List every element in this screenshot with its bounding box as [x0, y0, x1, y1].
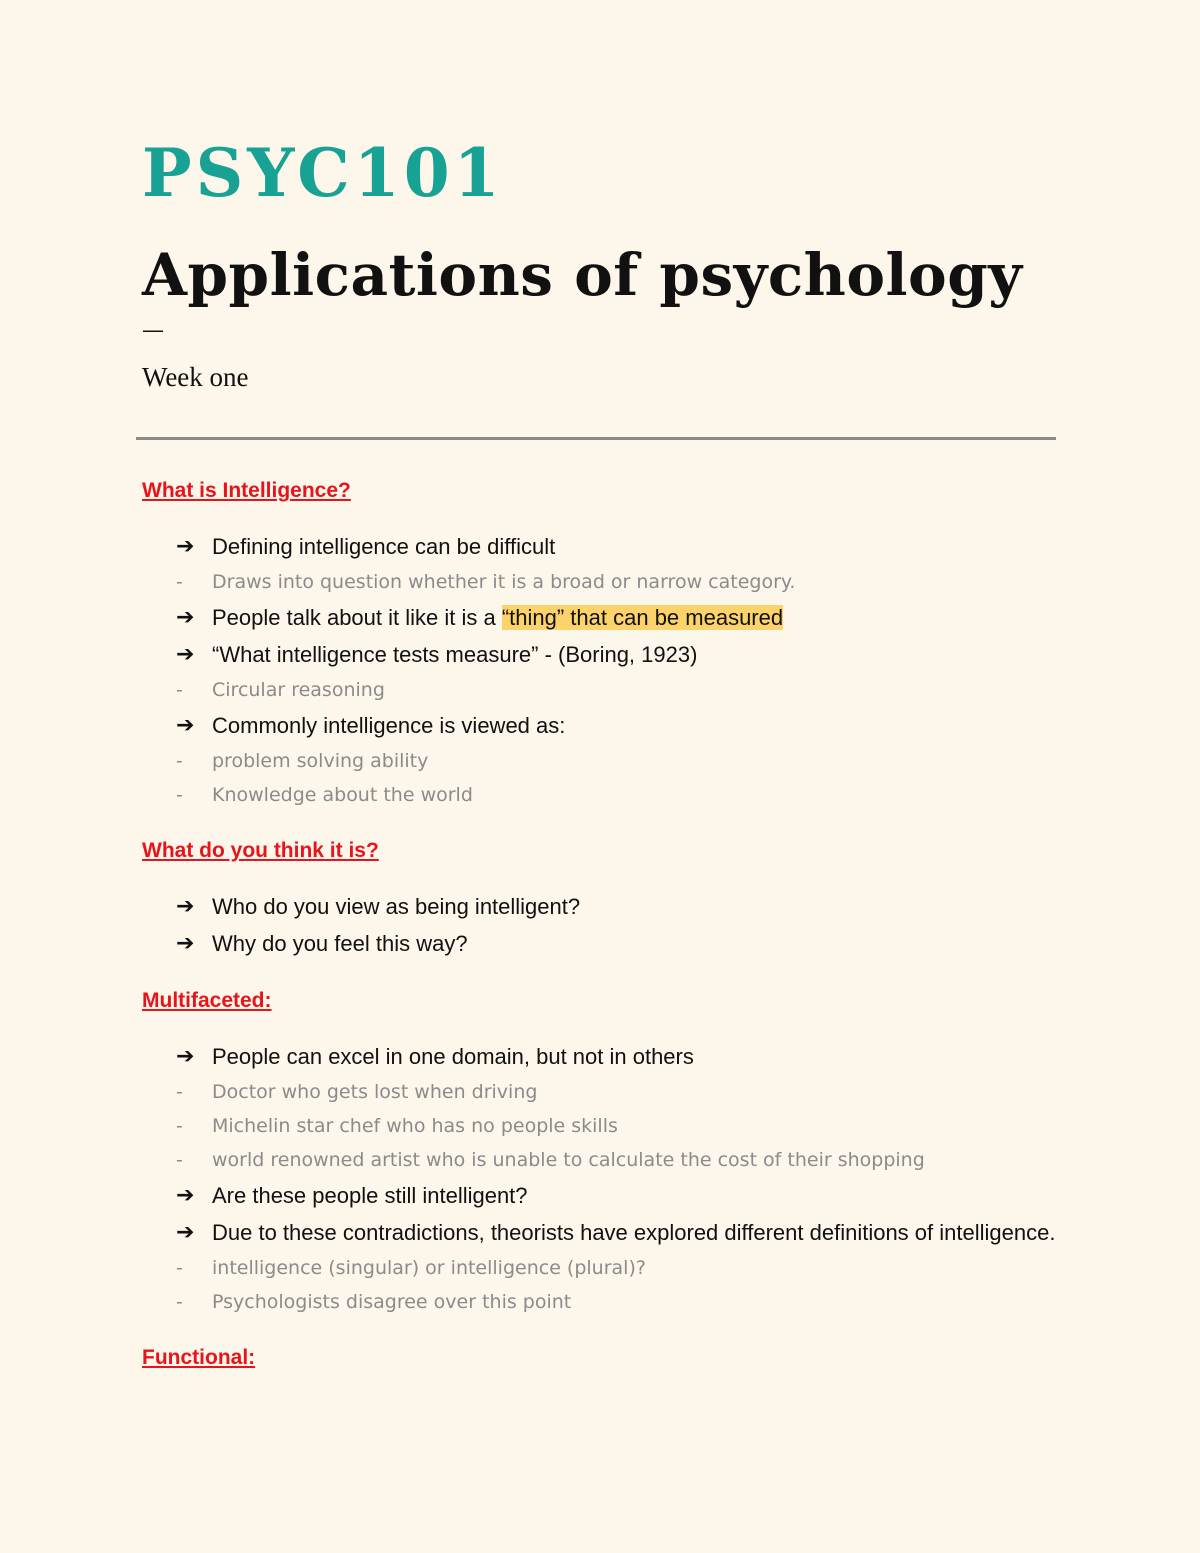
sub-item [142, 673, 1056, 707]
item-text: Who do you view as being intelligent? [212, 894, 581, 919]
sub-item-text: Michelin star chef who has no people skills [212, 1115, 618, 1137]
item-text: Are these people still intelligent? [212, 1183, 528, 1208]
course-code: PSYC101 [142, 134, 504, 212]
arrow-right-icon: ➔ [176, 931, 195, 956]
sub-item [142, 1251, 1056, 1285]
section-heading: Functional: [142, 1346, 256, 1369]
dash-icon: - [176, 750, 183, 772]
notes-body [142, 476, 1056, 1395]
sub-item-text: intelligence (singular) or intelligence (plural)? [212, 1257, 646, 1279]
sub-item-text: problem solving ability [212, 750, 429, 772]
dash-icon: - [176, 784, 183, 806]
list-item [142, 528, 1056, 565]
item-text: “What intelligence tests measure” - (Boring, 1923) [212, 642, 698, 667]
arrow-right-icon: ➔ [176, 1220, 195, 1245]
sub-item-text: Psychologists disagree over this point [212, 1291, 572, 1313]
dash-icon: - [176, 1149, 183, 1171]
sub-item-text: Knowledge about the world [212, 784, 473, 806]
section-heading: Multifaceted: [142, 989, 272, 1012]
list-item [142, 636, 1056, 673]
list-item [142, 599, 1056, 636]
item-text: Defining intelligence can be difficult [212, 534, 556, 559]
section-heading: What do you think it is? [142, 839, 379, 862]
arrow-right-icon: ➔ [176, 605, 195, 630]
page-title: Applications of psychology [142, 241, 1023, 309]
arrow-right-icon: ➔ [176, 1044, 195, 1069]
sub-item-text: Draws into question whether it is a broad or narrow category. [212, 571, 796, 593]
item-text: Why do you feel this way? [212, 931, 468, 956]
sub-item-text: world renowned artist who is unable to calculate the cost of their shopping [212, 1149, 925, 1171]
item-text: People can excel in one domain, but not in others [212, 1044, 694, 1069]
document-header [142, 134, 1056, 398]
dash-icon: - [176, 1291, 183, 1313]
item-text: Commonly intelligence is viewed as: [212, 713, 566, 738]
arrow-right-icon: ➔ [176, 642, 195, 667]
sub-item-text: Doctor who gets lost when driving [212, 1081, 538, 1103]
week-label: Week one [142, 362, 249, 392]
bullet-list [142, 888, 1056, 962]
sub-item [142, 1109, 1056, 1143]
sub-item [142, 1143, 1056, 1177]
sub-item [142, 778, 1056, 812]
list-item [142, 1214, 1056, 1251]
sub-item [142, 1285, 1056, 1319]
item-text: People talk about it like it is a [212, 605, 502, 630]
arrow-right-icon: ➔ [176, 534, 195, 559]
list-item [142, 1038, 1056, 1075]
arrow-right-icon: ➔ [176, 894, 195, 919]
dash-icon: - [176, 1115, 183, 1137]
list-item [142, 888, 1056, 925]
title-dash: — [142, 318, 164, 343]
highlighted-text: “thing” that can be measured [501, 605, 784, 630]
list-item [142, 925, 1056, 962]
list-item [142, 707, 1056, 744]
sub-item-text: Circular reasoning [212, 679, 385, 701]
sub-item [142, 1075, 1056, 1109]
section-heading: What is Intelligence? [142, 479, 351, 502]
arrow-right-icon: ➔ [176, 1183, 195, 1208]
dash-icon: - [176, 571, 183, 593]
dash-icon: - [176, 679, 183, 701]
bullet-list [142, 1038, 1056, 1319]
dash-icon: - [176, 1257, 183, 1279]
list-item [142, 1177, 1056, 1214]
dash-icon: - [176, 1081, 183, 1103]
sub-item [142, 565, 1056, 599]
arrow-right-icon: ➔ [176, 713, 195, 738]
item-text: Due to these contradictions, theorists have explored different definitions of intelligence. [212, 1220, 1056, 1245]
bullet-list [142, 528, 1056, 812]
sub-item [142, 744, 1056, 778]
horizontal-divider [136, 437, 1056, 440]
